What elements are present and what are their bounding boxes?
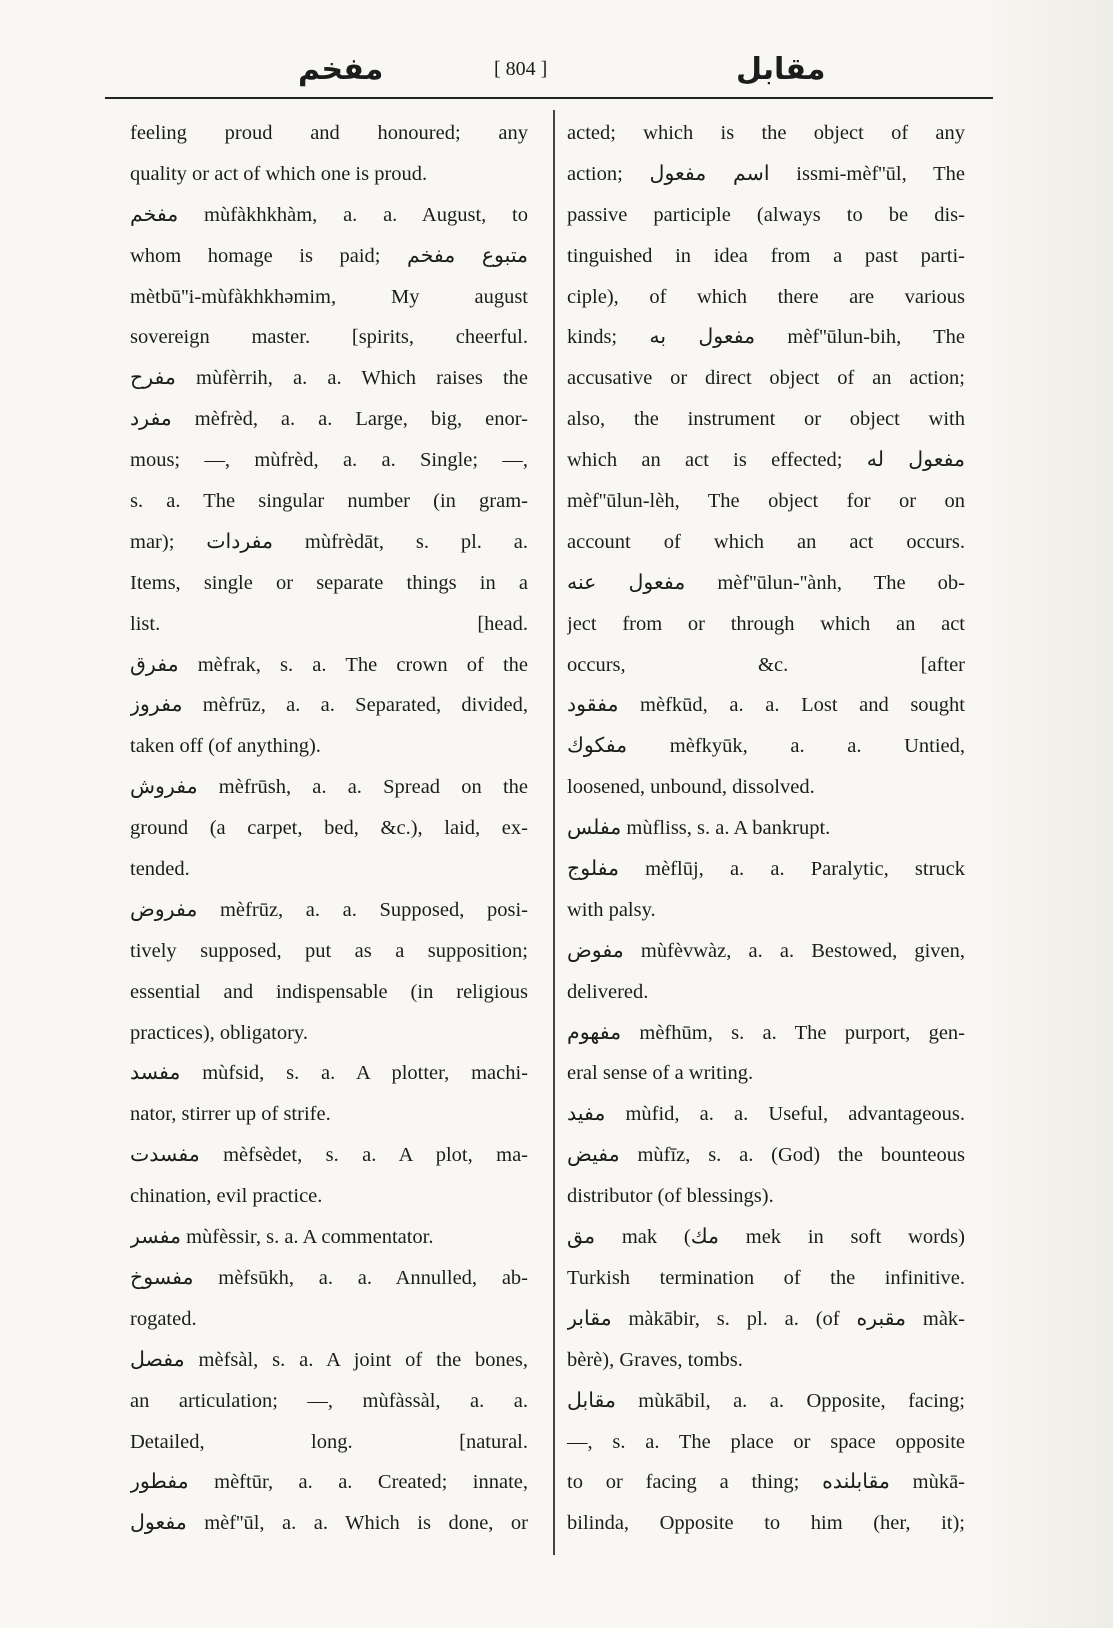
- dictionary-line: ciple), of which there are various: [567, 285, 965, 308]
- dictionary-line: ground (a carpet, bed, &c.), laid, ex-: [130, 817, 528, 840]
- dictionary-line: مفروز mèfrūz, a. a. Separated, divided,: [130, 694, 528, 717]
- dictionary-line: with palsy.: [567, 898, 656, 921]
- dictionary-line: essential and indispensable (in religious: [130, 980, 528, 1003]
- dictionary-line: ject from or through which an act: [567, 612, 965, 635]
- dictionary-line: mètbū''i-mùfàkhkhəmim, My august: [130, 285, 528, 308]
- dictionary-line: مفرح mùfèrrih, a. a. Which raises the: [130, 367, 528, 390]
- dictionary-line: whom homage is paid; متبوع مفخم: [130, 244, 528, 267]
- dictionary-line: mèf''ūlun-lèh, The object for or on: [567, 490, 965, 513]
- dictionary-line: to or facing a thing; مقابلنده mùkā-: [567, 1471, 965, 1494]
- dictionary-line: مفوض mùfèvwàz, a. a. Bestowed, given,: [567, 939, 965, 962]
- dictionary-line: مفروش mèfrūsh, a. a. Spread on the: [130, 776, 528, 799]
- dictionary-line: quality or act of which one is proud.: [130, 162, 428, 185]
- dictionary-line: مفروض mèfrūz, a. a. Supposed, posi-: [130, 898, 528, 921]
- right-column: [567, 113, 965, 1544]
- dictionary-line: delivered.: [567, 980, 649, 1003]
- dictionary-line: account of which an act occurs.: [567, 530, 965, 553]
- page-shadow: [973, 0, 1113, 1628]
- dictionary-line: taken off (of anything).: [130, 735, 321, 758]
- dictionary-line: tinguished in idea from a past parti-: [567, 244, 965, 267]
- dictionary-line: —, s. a. The place or space opposite: [567, 1430, 965, 1453]
- dictionary-line: مفقود mèfkūd, a. a. Lost and sought: [567, 694, 965, 717]
- dictionary-line: مفسوخ mèfsūkh, a. a. Annulled, ab-: [130, 1266, 528, 1289]
- dictionary-line: مفطور mèftūr, a. a. Created; innate,: [130, 1471, 528, 1494]
- dictionary-line: feeling proud and honoured; any: [130, 122, 528, 144]
- dictionary-line: sovereign master. [spirits, cheerful.: [130, 326, 528, 349]
- dictionary-line: occurs, &c. [after: [567, 653, 965, 676]
- dictionary-line: kinds; مفعول به mèf''ūlun-bih, The: [567, 326, 965, 349]
- page-header: [108, 52, 993, 96]
- dictionary-line: s. a. The singular number (in gram-: [130, 490, 528, 513]
- dictionary-line: list. [head.: [130, 612, 528, 635]
- dictionary-line: also, the instrument or object with: [567, 408, 965, 431]
- dictionary-line: مفهوم mèfhūm, s. a. The purport, gen-: [567, 1021, 965, 1044]
- dictionary-line: loosened, unbound, dissolved.: [567, 776, 815, 799]
- dictionary-line: an articulation; —, mùfàssàl, a. a.: [130, 1389, 528, 1412]
- dictionary-line: chination, evil practice.: [130, 1185, 323, 1208]
- dictionary-line: action; اسم مفعول issmi-mèf''ūl, The: [567, 162, 965, 185]
- header-rule: [105, 97, 993, 99]
- dictionary-line: accusative or direct object of an action;: [567, 367, 965, 390]
- dictionary-line: مفلس mùfliss, s. a. A bankrupt.: [567, 817, 831, 840]
- dictionary-line: distributor (of blessings).: [567, 1185, 774, 1208]
- dictionary-line: Detailed, long. [natural.: [130, 1430, 528, 1453]
- dictionary-line: mous; —, mùfrèd, a. a. Single; —,: [130, 449, 528, 472]
- dictionary-line: مفيد mùfid, a. a. Useful, advantageous.: [567, 1103, 965, 1126]
- dictionary-line: مقابر màkābir, s. pl. a. (of مقبره màk-: [567, 1307, 965, 1330]
- dictionary-line: مقابل mùkābil, a. a. Opposite, facing;: [567, 1389, 965, 1412]
- dictionary-line: bèrè), Graves, tombs.: [567, 1348, 743, 1371]
- dictionary-line: tively supposed, put as a supposition;: [130, 939, 528, 962]
- dictionary-line: mar); مفردات mùfrèdāt, s. pl. a.: [130, 530, 528, 553]
- dictionary-line: مفكوك mèfkyūk, a. a. Untied,: [567, 735, 965, 758]
- dictionary-line: مفعول عنه mèf''ūlun-''ành, The ob-: [567, 571, 965, 594]
- dictionary-line: مفلوج mèflūj, a. a. Paralytic, struck: [567, 858, 965, 881]
- dictionary-line: مفسد mùfsid, s. a. A plotter, machi-: [130, 1062, 528, 1085]
- dictionary-line: nator, stirrer up of strife.: [130, 1103, 331, 1126]
- column-divider: [553, 110, 555, 1555]
- dictionary-line: مفصل mèfsàl, s. a. A joint of the bones,: [130, 1348, 528, 1371]
- dictionary-line: مفيض mùfīz, s. a. (God) the bounteous: [567, 1144, 965, 1167]
- dictionary-line: eral sense of a writing.: [567, 1062, 754, 1085]
- dictionary-line: مق mak (مك mek in soft words): [567, 1226, 965, 1249]
- dictionary-line: مفسدت mèfsèdet, s. a. A plot, ma-: [130, 1144, 528, 1167]
- dictionary-line: Items, single or separate things in a: [130, 571, 528, 594]
- dictionary-line: مفعول mèf''ūl, a. a. Which is done, or: [130, 1512, 528, 1535]
- left-headword: مفخم: [298, 52, 384, 87]
- dictionary-line: مفرق mèfrak, s. a. The crown of the: [130, 653, 528, 676]
- dictionary-line: Turkish termination of the infinitive.: [567, 1266, 965, 1289]
- dictionary-line: which an act is effected; مفعول له: [567, 449, 965, 472]
- dictionary-line: مفرد mèfrèd, a. a. Large, big, enor-: [130, 408, 528, 431]
- dictionary-line: acted; which is the object of any: [567, 122, 965, 144]
- dictionary-line: مفسر mùfèssir, s. a. A commentator.: [130, 1226, 434, 1249]
- dictionary-line: rogated.: [130, 1307, 197, 1330]
- right-headword: مقابل: [736, 52, 826, 87]
- dictionary-line: passive participle (always to be dis-: [567, 203, 965, 226]
- dictionary-line: tended.: [130, 858, 190, 881]
- dictionary-line: practices), obligatory.: [130, 1021, 308, 1044]
- dictionary-line: مفخم mùfàkhkhàm, a. a. August, to: [130, 203, 528, 226]
- page-number: [ 804 ]: [494, 58, 548, 80]
- left-column: [130, 113, 528, 1544]
- dictionary-line: bilinda, Opposite to him (her, it);: [567, 1512, 965, 1535]
